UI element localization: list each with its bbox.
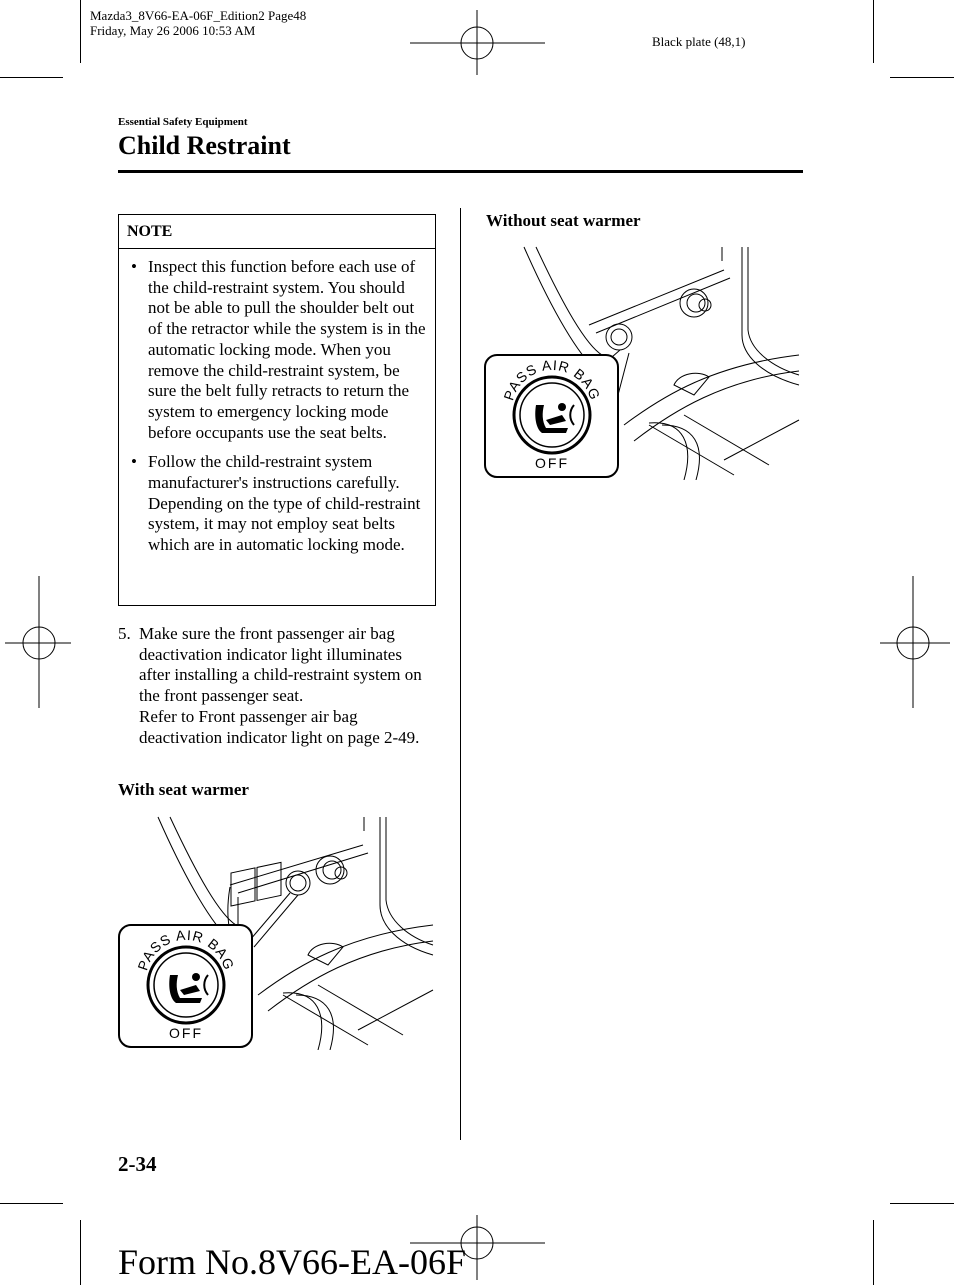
crop-mark [0, 1203, 63, 1204]
indicator-label: PASS AIR BAG [134, 926, 238, 973]
crop-mark [890, 1203, 954, 1204]
crop-mark [873, 1220, 874, 1285]
crop-mark [80, 1220, 81, 1285]
print-info [90, 8, 306, 38]
title-rule [118, 170, 803, 173]
registration-mark-left [5, 576, 71, 708]
indicator-off-label: OFF [535, 455, 569, 471]
note-list [119, 249, 435, 556]
registration-mark-right [880, 576, 950, 708]
step-text: Make sure the front passenger air bag deactivation indicator light illuminates after installing a child-restraint system on the front passenger seat. [139, 624, 422, 706]
bullet: • [131, 452, 137, 472]
note-item-text: Inspect this function before each use of the child-restraint system. You should not be able to pull the shoulder belt out of the retractor while the system is in the automatic locking mode. When you remove the child-restraint system, be sure the belt fully retracts to return the system to emergency locking mode before occupants use the seat belts. [148, 257, 426, 442]
crop-mark [80, 0, 81, 63]
crop-mark [890, 77, 954, 78]
step-5 [118, 624, 434, 748]
page-title: Child Restraint [118, 131, 291, 160]
note-item-text: Follow the child-restraint system manufacturer's instructions carefully. Depending on the type of child-restraint system, it may not employ seat belts which are in automatic locking mode. [148, 452, 421, 555]
indicator-label: PASS AIR BAG [500, 356, 604, 403]
crop-mark [873, 0, 874, 63]
registration-mark-top [410, 5, 545, 75]
note-box [118, 214, 436, 606]
figure-without-seat-warmer [484, 245, 802, 480]
section-title: Essential Safety Equipment [118, 116, 248, 128]
step-reference: Refer to Front passenger air bag deactivation indicator light on page 2-49. [139, 706, 420, 747]
page-number: 2-34 [118, 1152, 157, 1176]
step-number: 5. [118, 624, 131, 643]
crop-mark [0, 77, 63, 78]
figure-label-with-warmer: With seat warmer [118, 780, 249, 799]
note-item [129, 257, 429, 443]
plate-label: Black plate (48,1) [652, 34, 746, 49]
print-info-file: Mazda3_8V66-EA-06F_Edition2 Page48 [90, 8, 307, 23]
form-number: Form No.8V66-EA-06F [118, 1242, 466, 1282]
print-info-date: Friday, May 26 2006 10:53 AM [90, 23, 256, 38]
figure-label-without-warmer: Without seat warmer [486, 211, 641, 230]
indicator-off-label: OFF [169, 1025, 203, 1041]
note-item [129, 452, 429, 556]
figure-with-seat-warmer [118, 815, 434, 1050]
note-heading: NOTE [119, 215, 435, 249]
bullet: • [131, 257, 137, 276]
column-divider [460, 208, 461, 1140]
